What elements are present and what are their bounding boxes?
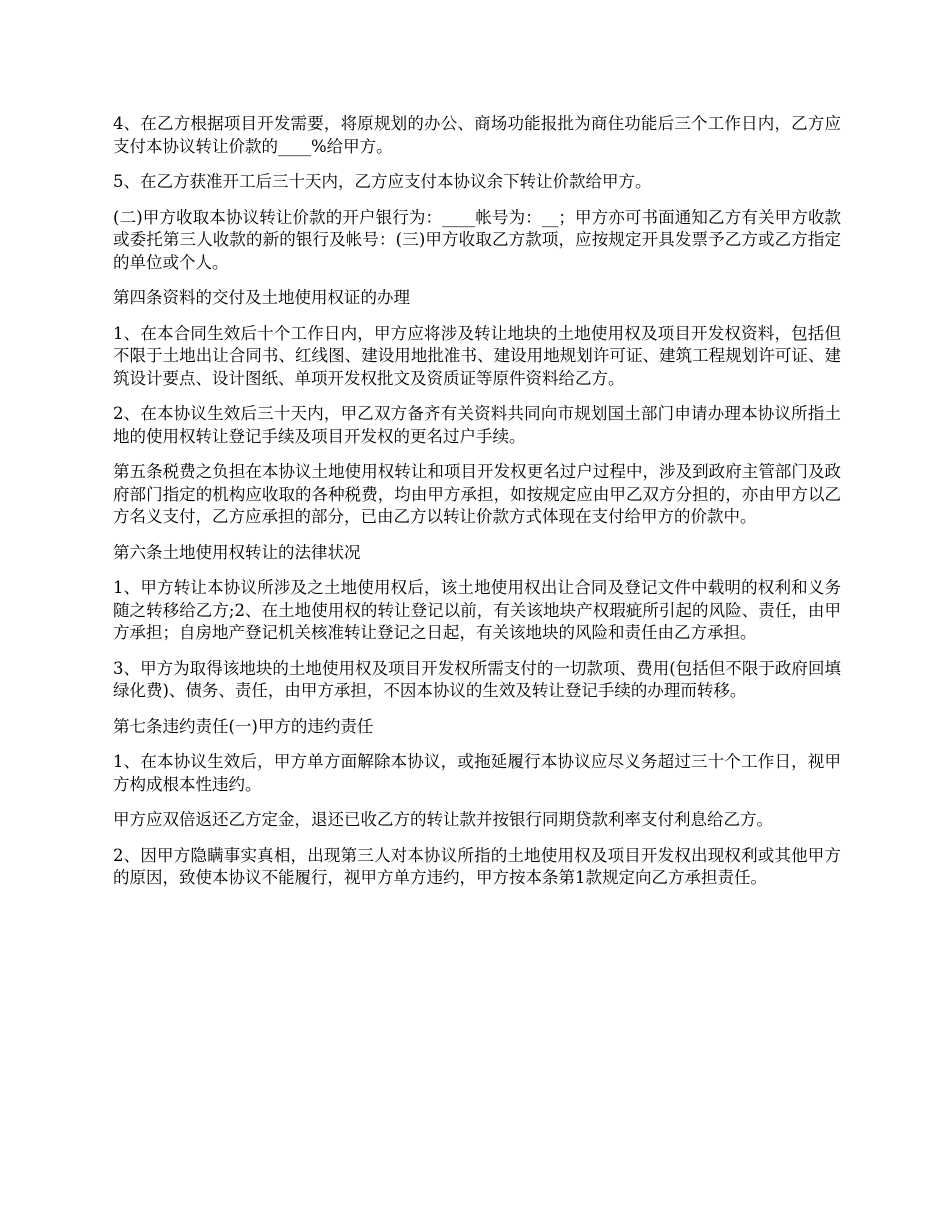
heading-article-7: 第七条违约责任(一)甲方的违约责任 (113, 716, 374, 736)
paragraph-article-7-refund: 甲方应双倍返还乙方定金，退还已收乙方的转让款并按银行同期贷款利率支付利息给乙方。 (113, 810, 773, 829)
paragraph-article-5-taxes: 第五条税费之负担在本协议土地使用权转让和项目开发权更名过户过程中，涉及到政府主管部门及政府部门指定的机构应收取的各种税费，均由甲方承担，如按规定应由甲乙双方分担的，亦由甲方以乙方名义支付，乙方应承担的部分，已由乙方以转让价款方式体现在支付给甲方的价款中。 (113, 462, 841, 526)
paragraph-article-7-item-1: 1、在本协议生效后，甲方单方面解除本协议，或拖延履行本协议应尽义务超过三十个工作日，视甲方构成根本性违约。 (113, 752, 841, 794)
paragraph-bank-account: (二)甲方收取本协议转让价款的开户银行为：____帐号为：__；甲方亦可书面通知乙方有关甲方收款或委托第三人收款的新的银行及帐号：(三)甲方收取乙方款项，应按规定开具发票予乙方或乙方指定的单位或个人。 (113, 207, 841, 272)
paragraph-article-4-item-1: 1、在本合同生效后十个工作日内，甲方应将涉及转让地块的土地使用权及项目开发权资料，包括但不限于土地出让合同书、红线图、建设用地批准书、建设用地规划许可证、建筑工程规划许可证、建筑设计要点、设计图纸、单项开发权批文及资质证等原件资料给乙方。 (113, 323, 841, 388)
paragraph-clause-4-payment: 4、在乙方根据项目开发需要，将原规划的办公、商场功能报批为商住功能后三个工作日内，乙方应支付本协议转让价款的____%给甲方。 (113, 114, 841, 156)
paragraph-article-6-item-3: 3、甲方为取得该地块的土地使用权及项目开发权所需支付的一切款项、费用(包括但不限于政府回填绿化费)、债务、责任，由甲方承担，不因本协议的生效及转让登记手续的办理而转移。 (113, 658, 841, 700)
heading-article-4: 第四条资料的交付及土地使用权证的办理 (113, 288, 410, 307)
paragraph-article-6-item-1-2: 1、甲方转让本协议所涉及之土地使用权后，该土地使用权出让合同及登记文件中载明的权利和义务随之转移给乙方;2、在土地使用权的转让登记以前，有关该地块产权瑕疵所引起的风险、责任，由甲方承担；自房地产登记机关核准转让登记之日起，有关该地块的风险和责任由乙方承担。 (113, 578, 841, 642)
paragraph-clause-5-payment: 5、在乙方获准开工后三十天内，乙方应支付本协议余下转让价款给甲方。 (113, 172, 652, 191)
document-page (113, 113, 841, 903)
paragraph-article-4-item-2: 2、在本协议生效后三十天内，甲乙双方备齐有关资料共同向市规划国土部门申请办理本协议所指土地的使用权转让登记手续及项目开发权的更名过户手续。 (113, 404, 841, 446)
paragraph-article-7-item-2: 2、因甲方隐瞒事实真相，出现第三人对本协议所指的土地使用权及项目开发权出现权利或其他甲方的原因，致使本协议不能履行，视甲方单方违约，甲方按本条第1款规定向乙方承担责任。 (113, 845, 841, 887)
heading-article-6: 第六条土地使用权转让的法律状况 (113, 542, 361, 562)
